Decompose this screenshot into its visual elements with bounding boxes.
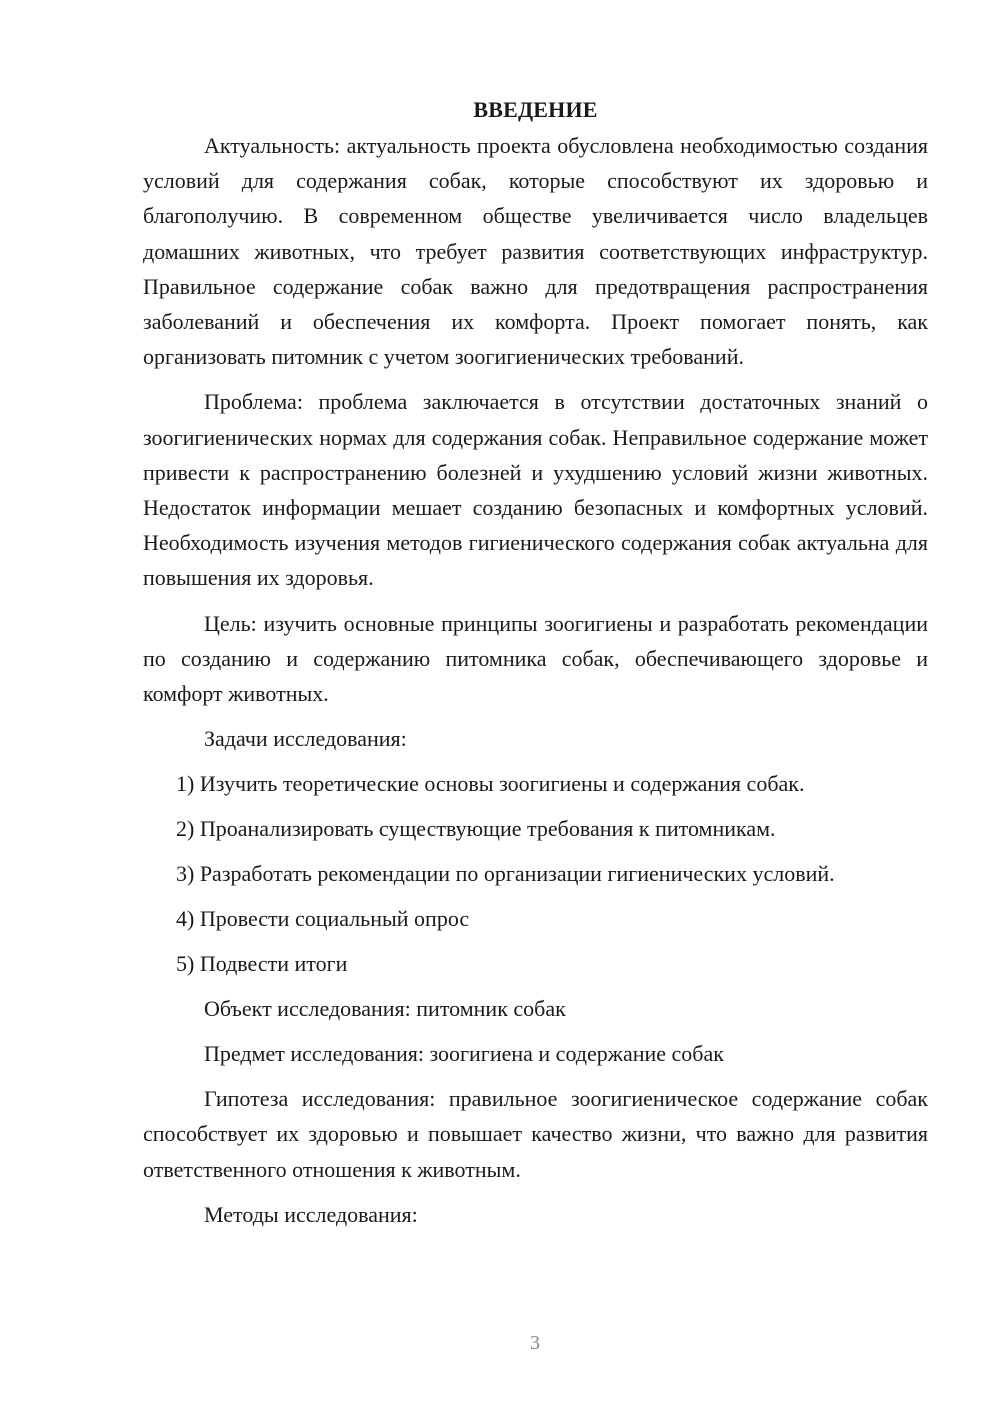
goal-paragraph: Цель: изучить основные принципы зоогигиены и разработать рекомендации по созданию и содержанию питомника собак, обеспечивающего здоровье и комфорт животных. bbox=[143, 610, 928, 707]
task-item: 1) Изучить теоретические основы зоогигиены и содержания собак. bbox=[176, 771, 805, 797]
page-number: 3 bbox=[530, 1332, 540, 1354]
research-object: Объект исследования: питомник собак bbox=[204, 996, 566, 1022]
page-title: ВВЕДЕНИЕ bbox=[473, 97, 598, 122]
tasks-title: Задачи исследования: bbox=[204, 726, 407, 752]
task-item: 3) Разработать рекомендации по организации гигиенических условий. bbox=[176, 861, 835, 887]
methods-title: Методы исследования: bbox=[204, 1201, 418, 1227]
relevance-paragraph: Актуальность: актуальность проекта обусловлена необходимостью создания условий для содержания собак, которые способствуют их здоровью и благополучию. В современном обществе увеличивается число владельцев домашних животных, что требует развития соответствующих инфраструктур. Правильное содержание собак важно для предотвращения распространения заболеваний и обеспечения их комфорта. Проект помогает понять, как организовать питомник с учетом зоогигиенических требований. bbox=[143, 133, 928, 370]
task-item: 2) Проанализировать существующие требования к питомникам. bbox=[176, 816, 776, 842]
document-page bbox=[143, 92, 928, 1242]
research-subject: Предмет исследования: зоогигиена и содержание собак bbox=[204, 1041, 724, 1067]
problem-paragraph: Проблема: проблема заключается в отсутствии достаточных знаний о зоогигиенических нормах для содержания собак. Неправильное содержание может привести к распространению болезней и ухудшению условий жизни животных. Недостаток информации мешает созданию безопасных и комфортных условий. Необходимость изучения методов гигиенического содержания собак актуальна для повышения их здоровья. bbox=[143, 389, 928, 591]
task-item: 4) Провести социальный опрос bbox=[176, 906, 470, 932]
task-item: 5) Подвести итоги bbox=[176, 951, 348, 977]
hypothesis-paragraph: Гипотеза исследования: правильное зоогигиеническое содержание собак способствует их здоровью и повышает качество жизни, что важно для развития ответственного отношения к животным. bbox=[143, 1086, 928, 1182]
